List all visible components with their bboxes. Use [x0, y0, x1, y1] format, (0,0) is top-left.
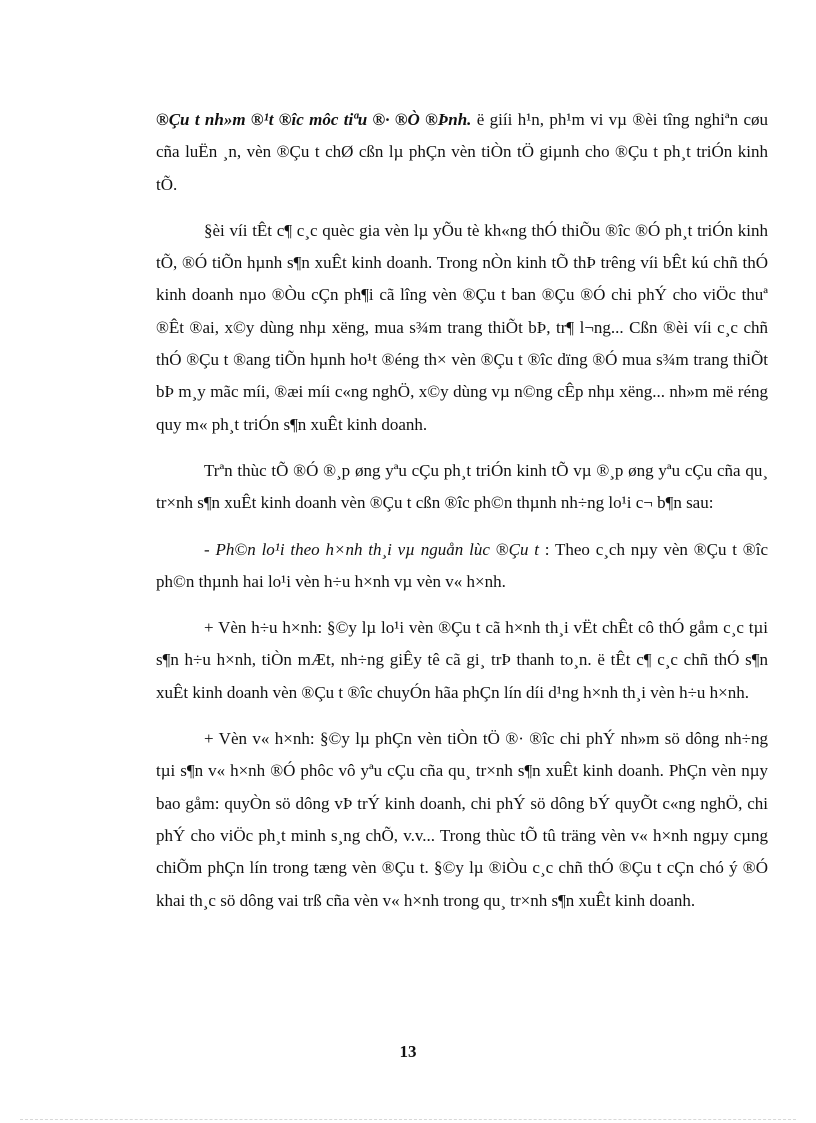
document-body: [156, 104, 768, 931]
paragraph-4-rest: : Theo c¸ch nµy vèn ®Çu t ®îc ph©n thµnh hai lo¹i vèn h÷u h×nh vµ vèn v« h×nh.: [156, 539, 768, 591]
paragraph-1: [156, 104, 768, 201]
paragraph-5: + Vèn h÷u h×nh: §©y lµ lo¹i vèn ®Çu t cã h×nh th¸i vËt chÊt cô thÓ gåm c¸c tµi s¶n h÷u h×nh, tiÒn mÆt, nh÷ng giÊy tê cã gi¸ trÞ thanh to¸n. ë tÊt c¶ c¸c chñ thÓ s¶n xuÊt kinh doanh vèn ®Çu t ®îc chuyÓn hãa phÇn lín díi d¹ng h×nh th¸i vèn h÷u h×nh.: [156, 618, 768, 702]
page-bottom-divider: [20, 1119, 796, 1120]
paragraph-1-rest: ë giíi h¹n, ph¹m vi vµ ®èi tîng nghiªn cøu cña luËn ¸n, vèn ®Çu t chØ cßn lµ phÇn vèn tiÒn tÖ giµnh cho ®Çu t ph¸t triÓn kinh tÕ.: [156, 110, 768, 194]
paragraph-2: §èi víi tÊt c¶ c¸c quèc gia vèn lµ yÕu tè kh«ng thÓ thiÕu ®îc ®Ó ph¸t triÓn kinh tÕ, ®Ó tiÕn hµnh s¶n xuÊt kinh doanh. Trong nÒn kinh tÕ thÞ trêng víi bÊt kú chñ thÓ kinh doanh nµo ®Òu cÇn ph¶i cã lîng vèn ®Çu t ban ®Çu ®Ó chi phÝ cho viÖc thuª ®Êt ®ai, x©y dùng nhµ xëng, mua s¾m trang thiÕt bÞ, tr¶ l¬ng... Cßn ®èi víi c¸c chñ thÓ ®Çu t ®ang tiÕn hµnh ho¹t ®éng th× vèn ®Çu t ®îc dïng ®Ó mua s¾m trang thiÕt bÞ m¸y mãc míi, ®æi míi c«ng nghÖ, x©y dùng vµ n©ng cÊp nhµ xëng... nh»m më réng quy m« ph¸t triÓn s¶n xuÊt kinh doanh.: [156, 220, 768, 434]
paragraph-1-lead: ®Çu t nh»m ®¹t ®îc môc tiªu ®· ®Ò ®Þnh.: [156, 110, 472, 129]
paragraph-4-prefix: -: [204, 539, 216, 559]
paragraph-3: Trªn thùc tÕ ®Ó ®¸p øng yªu cÇu ph¸t triÓn kinh tÕ vµ ®¸p øng yªu cÇu cña qu¸ tr×nh s¶n xuÊt kinh doanh vèn ®Çu t cßn ®îc ph©n thµnh nh÷ng lo¹i c¬ b¶n sau:: [156, 460, 768, 513]
paragraph-6: + Vèn v« h×nh: §©y lµ phÇn vèn tiÒn tÖ ®· ®îc chi phÝ nh»m sö dông nh÷ng tµi s¶n v« h×nh ®Ó phôc vô yªu cÇu cña qu¸ tr×nh s¶n xuÊt kinh doanh. PhÇn vèn nµy bao gåm: quyÒn sö dông vÞ trÝ kinh doanh, chi phÝ sö dông bÝ quyÕt c«ng nghÖ, chi phÝ cho viÖc ph¸t minh s¸ng chÕ, v.v... Trong thùc tÕ tû träng vèn v« h×nh ngµy cµng chiÕm phÇn lín trong tæng vèn ®Çu t. §©y lµ ®iÒu c¸c chñ thÓ ®Çu t cÇn chó ý ®Ó khai th¸c sö dông vai trß cña vèn v« h×nh trong qu¸ tr×nh s¶n xuÊt kinh doanh.: [156, 729, 768, 910]
paragraph-4: [156, 534, 768, 599]
page-number: 13: [399, 1042, 417, 1061]
classification-heading: Ph©n lo¹i theo h×nh th¸i vµ nguån lùc ®Çu t: [215, 539, 539, 559]
